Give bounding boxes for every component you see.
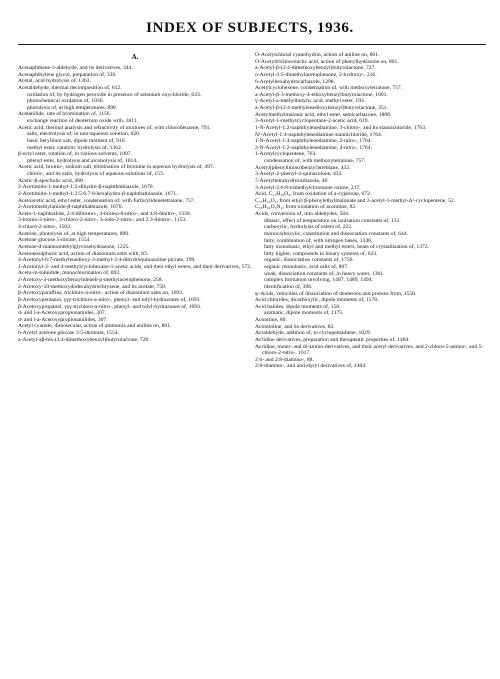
index-entry: chloro-, and its salts, hydrolysis of aqueous solutions of, 153. — [27, 171, 165, 177]
index-entry: organic, dissociation constants of, 1756. — [264, 257, 354, 264]
index-entry: 1-Acetonyl-3- and 4-methylcyclohexane-1-acetic acids, and their ethyl esters, and their derivatives, 572. — [18, 263, 252, 270]
index-entry: fatty higher, compounds in binary systems of, 623. — [264, 250, 378, 257]
index-entry: aromatic, dipole moments of, 1175. — [264, 310, 344, 317]
index-entry: 2-Acetimido-1-methyl-1:2:5:6:7:8-hexahydro-β-naphthathiazole, 1671. — [18, 190, 178, 197]
index-entry: Acid halides, dipole moments of, 158. — [255, 303, 341, 310]
index-entry: carboxylic, hydrolysis of esters of, 222. — [264, 224, 353, 231]
index-entry: N¹-Acetyl-1:4-naphthylenediamine stannichloride, 1764. — [255, 131, 383, 138]
index-entry: d- and l-a-Acetoxypropionanilides, 307. — [18, 316, 108, 323]
index-entry: Acridine, mono- and di-amino-derivatives, and their acetyl derivatives, and 2-chloro-5-amino-, and 5-chloro-2-nitro-, 1617. — [255, 343, 484, 357]
index-entry: Acetanilide, rate of bromination of, 1156. — [18, 111, 111, 118]
index-entry: Acid chlorides, dicarboxylic, dipole moments of, 1178. — [255, 297, 379, 304]
index-entry: Acetylmethylmalonic acid, ethyl ester, semicarbazone, 1808. — [255, 111, 392, 118]
index-entry: basic beryllium salt, dipole moment of, 910. — [27, 137, 126, 144]
index-entry: Acetyl cyanide, dimolecular, action of ammonia and aniline on, 801. — [18, 323, 172, 330]
index-entry: Acetic-β-apocholic acid, 468. — [18, 177, 85, 184]
index-entry: fatty, combination of, with nitrogen bases, 1346. — [264, 237, 373, 244]
index-entry: a-Acetyl-β-(3:4-methylenedioxybenzyl)butyrolactone, 351. — [255, 105, 388, 111]
index-entry: a-Acetyl-aβ-bis-(3:4-dimethoxybenzyl)butyrolactone, 728. — [18, 336, 150, 343]
index-entry: 1-N-Acetyl-1:2-naphthylenediamine, 3-chloro-, and its stannichloride, 1763. — [255, 124, 427, 131]
index-entry: 2-N-Acetyl-1:2-naphthylenediamine, 4-nitro-, 1764. — [255, 144, 372, 151]
index-entry: C₁₃H₂₂O₂, from ethyl β-phenylethylmalonate and 2-acetyl-1-methyl-Δ¹-cyclopentene, 52. — [255, 197, 456, 204]
index-entry: 2-Acetoxy-3-methoxybenzylideneb-p-methylacetophenone, 258. — [18, 277, 163, 283]
index-entry: Acetone, photolysis of, at high temperatures, 890. — [18, 230, 130, 237]
index-entry: a-Acetyl-β-(3:4-dimethoxybenzyl)butyrolactone, 727. — [255, 65, 376, 72]
index-entry: a-Acetyl-β-3-methoxy-4-ethoxybenzylbutyrolactone, 1001. — [255, 91, 388, 98]
index-entry: salts, electrolysis of, in non-aqueous solution, 820. — [27, 131, 141, 138]
index-entry: 2:8-diamino-, anil and styryl derivatives of, 1484. — [255, 363, 367, 370]
index-entry: γ-Acetyl-a-methylbutyric acid, methyl ester, 193. — [255, 98, 366, 105]
index-entry: Acenaphthylene glycol, preparation of, 336. — [18, 71, 117, 78]
index-entry: dibasic, effect of temperature on ionisation constants of, 133. — [264, 217, 401, 224]
index-entry: Acenaphthene-3-aldehyde, and its derivatives, 344. — [18, 65, 133, 71]
index-entry: O-Acetyltrichlorolactic acid, action of phenylhydrazine on, 801. — [255, 58, 399, 65]
index-entry: Acetyl(phenylimino)benzyl)urethane, 432. — [255, 164, 351, 171]
index-entry: fatty monobasic, ethyl and methyl esters, heats of crystallisation of, 1372. — [264, 244, 429, 251]
index-entry: 3-bromo-2-nitro-, 3-chloro-2-nitro-, 3-iodo-2-nitro-, and 2:3-dinitro-, 1153. — [18, 217, 187, 224]
index-entry: O-Acetylchloral cyanohydrin, action of aniline on, 801. — [255, 52, 380, 58]
index-entry: 1-Acetylcyclopentene, 763. — [255, 151, 317, 158]
index-entry: β-Acetoxypropanol, γγγ-trichloro-a-nitro-, phenyl- and tolyl-hydrazones of, 1693. — [18, 303, 202, 310]
index-entry: o-Acetyl-3:5-dimethylacetophenone, 2-hydroxy-, 216. — [255, 71, 377, 78]
index-entry: 6-Acetylhexahydrocarbazole, 1298. — [255, 78, 335, 85]
index-entry: organic monobasic, acid salts of, 867. — [264, 264, 349, 270]
index-entry: Acetic acid, thermal analysis and refractivity of mixtures of, with chlorobenzene, 791. — [18, 124, 211, 131]
index-entry: Aconitoline, and its derivatives, 82. — [255, 323, 335, 330]
index-entry: 2-Acetomethylamido-β-naphthathiazole, 1670. — [18, 204, 123, 211]
index-entry: β-octyl ester, rotation of, in various solvents, 1007. — [18, 151, 133, 158]
title-rule — [18, 44, 486, 45]
index-entry: Aceto-1-naphthalide, 2:4-dibromo-, 4-bromo-8-nitro-, and 4:8-dinitro-, 1338. — [18, 210, 192, 217]
index-entry: Acid, C₁₁H₁₈O₃, from oxidation of a-cyperone, 672. — [255, 191, 372, 198]
index-entry: Acetal, acid hydrolysis of, 1363. — [18, 78, 91, 85]
index-entry: 4-Acetonyl-6:7-methylenedioxy-3-methyl-3:4-dihydroquinazoline picrate, 199. — [18, 257, 196, 264]
index-entry: Acridine derivatives, preparation and therapeutic properties of, 1484. — [255, 336, 410, 343]
index-entry: 3-Acetyl-2-phenyl-4-quinazolone, 432. — [255, 171, 343, 178]
index-entry: β-Acetoxyparaffins, trichloro-a-nitro-, action of diazonium salts on, 1693. — [18, 290, 184, 297]
index-entry: 4-chloro-2-nitro-, 1502. — [18, 224, 72, 230]
index-entry: Acetone glucose 5-nitrate, 1554. — [18, 237, 91, 244]
index-entry: photochemical oxidation of, 1036. — [27, 98, 104, 105]
index-entry: Acraldehyde, addition of, to cyclopentadiene, 1029. — [255, 330, 372, 337]
index-entry: Acetoacetic acid, ethyl ester, condensation of, with furfurylidenetetralone, 757. — [18, 197, 195, 204]
index-entry: β-Acetoxypentanol, γγγ-trichloro-a-nitro-, phenyl- and tolyl-hydrazones of, 1693. — [18, 296, 201, 303]
index-entry: d- and l-a-Acetoxypropionamides, 307. — [18, 310, 107, 317]
index-entry: 1-N-Acetyl-1:4-naphthylenediamine, 2-nitro-, 1764. — [255, 138, 372, 145]
index-entry: 2-Acetoxy-10-methoxydodecahydrochrysene, and its acetate, 758. — [18, 283, 167, 290]
index-entry: Acetaldehyde, thermal decomposition of, 812. — [18, 84, 122, 91]
index-entry: Acetylcyclohexene, condensation of, with methoxytetralone, 757. — [255, 85, 403, 92]
index-entry: condensation of, with methoxytetralone, 757. — [264, 158, 366, 164]
index-entry: weak, dissociation constants of, in heavy water, 1361. — [264, 270, 385, 277]
index-entry: oxidation of, by hydrogen peroxide in presence of selenium oxychloride, 633. — [27, 91, 202, 98]
right-column — [255, 52, 489, 370]
section-letter: A. — [131, 53, 139, 61]
index-entry: phenyl ester, hydrolysis and alcoholysis of, 1014. — [27, 157, 138, 164]
index-entry: monocarboxylic, constitution and dissociation constants of, 644. — [264, 230, 409, 237]
index-entry: 6-Acetyl acetone glucose 3:5-dinitrate, 1554. — [18, 330, 119, 336]
index-entry: complex formation involving, 1487, 1489, 1494. — [264, 277, 373, 284]
index-entry: Acids, conversion of, into aldehydes, 584. — [255, 211, 350, 217]
index-entry: 2-Acetimido-1-methyl-1:2-dihydro-β-naphthathiazole, 1670. — [18, 184, 154, 191]
index-entry: Acetone-d-mannomethylglycosehydrazone, 1225. — [18, 243, 130, 250]
index-entry: Acetic acid, bromo-, sodium salt, elimination of bromine in aqueous hydrolysis of, 497. — [18, 164, 215, 171]
index-entry: Acetonesulphuric acid, action of diazonium salts with, 83. — [18, 250, 149, 257]
index-entry: photolysis of, at high temperatures, 890. — [27, 104, 118, 111]
index-entry: C₁₆H₂₄O₃N₂, from oxidation of aconitine, 82. — [255, 204, 357, 211]
index-entry: 3-Acetyl-1-methylcyclopentane-2-acetic acid, 619. — [255, 118, 369, 125]
index-entry: identification of, 398. — [264, 283, 313, 290]
index-entry: exchange reaction of deuterium oxide with, 1811. — [27, 118, 139, 124]
index-entry: Aceto-m-toluidide, monochlorination of, 692. — [18, 270, 121, 277]
index-entry: methyl ester, catalytic hydrolysis of, 1362. — [27, 144, 123, 151]
index-entry: 7-Acetyltetrahydrocarbazole, 40. — [255, 177, 329, 184]
index-entry: 3-Acetyl-2:6:8-trimethylchromone oxime, 217. — [255, 184, 361, 191]
page-title: INDEX OF SUBJECTS, 1936. — [146, 20, 354, 36]
index-entry: ψ-Acids, velocities of dissociation of deuterons and protons from, 1550. — [255, 290, 417, 297]
left-column — [18, 52, 252, 343]
index-entry: Aconitine, 80. — [255, 317, 287, 323]
index-entry: 2:6- and 2:8-diamino-, 88. — [255, 356, 314, 363]
